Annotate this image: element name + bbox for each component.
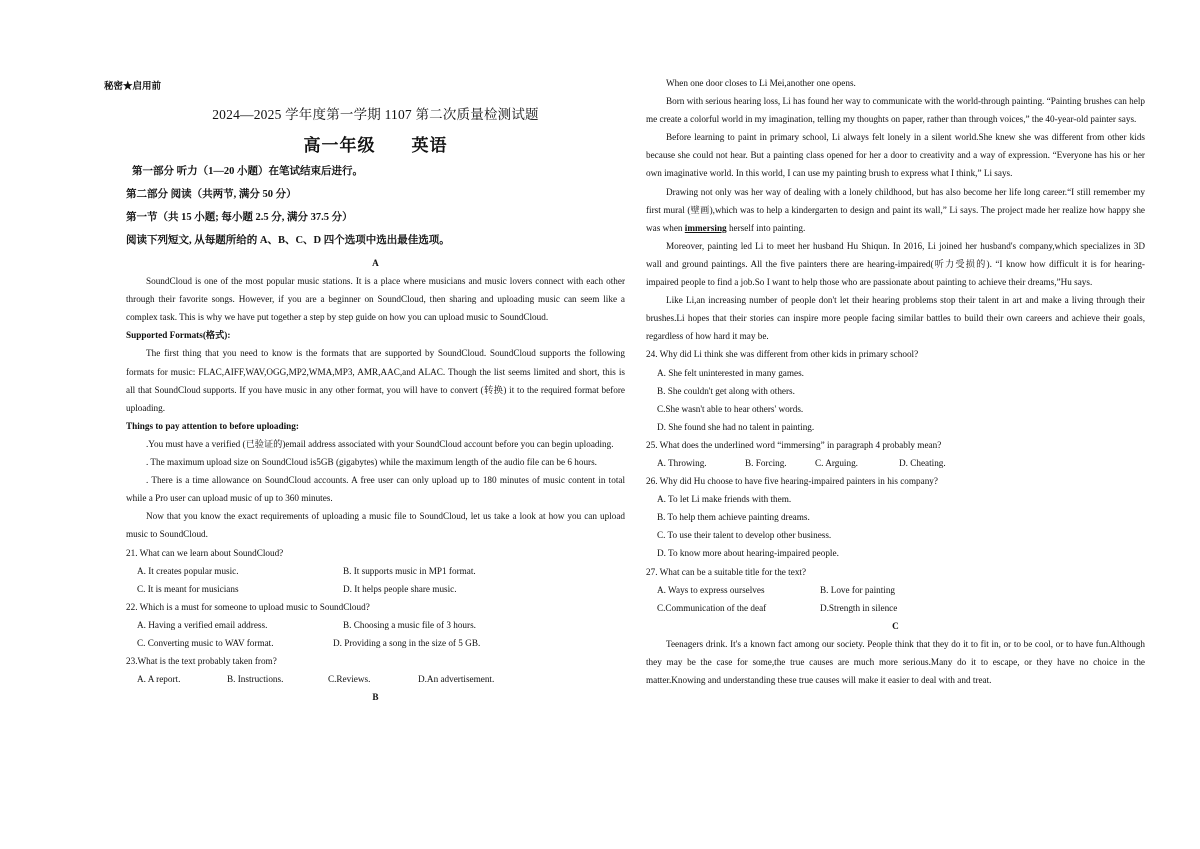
passage-b-paragraph: Like Li,an increasing number of people don't let their hearing problems stop their talent in art and make a living through their brushes.Li hopes that their stories can inspire more people facing similar battles to build their own careers and achieve their goals, regardless of how hard it may be.	[646, 295, 1145, 342]
question-stem: 27. What can be a suitable title for the text?	[646, 566, 807, 577]
option-d: D.An advertisement.	[418, 674, 495, 685]
passage-a-paragraph: The first thing that you need to know is the formats that are supported by SoundCloud. SoundCloud supports the following formats for music: FLAC,AIFF,WAV,OGG,MP2,WMA,MP3, AMR,AAC,and ALAC. Though the list seems limited and short, this is all that SoundCloud supports. If you have music in any other format, you will have to convert (转换) it to the required format before uploading.	[126, 348, 625, 413]
passage-c-label: C	[892, 620, 899, 631]
option-d: D. To know more about hearing-impaired people.	[657, 548, 839, 559]
option-b: B. To help them achieve painting dreams.	[657, 512, 810, 523]
question-26	[646, 472, 1145, 562]
question-stem: 21. What can we learn about SoundCloud?	[126, 547, 284, 558]
question-25	[646, 436, 1145, 472]
option-c: C.Communication of the deaf	[657, 602, 767, 613]
option-a: A. She felt uninterested in many games.	[657, 367, 804, 378]
passage-b-paragraph: Before learning to paint in primary school, Li always felt lonely in a silent world.She knew she was different from other kids because she could not hear. But a painting class opened for her a door to creativity and a way of expression. “Everyone has his or her own imaginative world. In this world, I can use my painting brush to express what I think,” Li says.	[646, 132, 1145, 179]
passage-a-label: A	[372, 258, 379, 268]
option-a: A. Having a verified email address.	[137, 619, 268, 630]
passage-a-subheading: Things to pay attention to before uploading:	[126, 420, 299, 431]
exam-subtitle: 高一年级 英语	[303, 136, 448, 155]
passage-a-paragraph: Now that you know the exact requirements of uploading a music file to SoundCloud, let us take a look at how you can upload music to SoundCloud.	[126, 511, 625, 540]
section1-heading: 第一节（共 15 小题; 每小题 2.5 分, 满分 37.5 分）	[126, 212, 353, 223]
option-row	[126, 670, 625, 688]
question-24	[646, 345, 1145, 435]
passage-a-paragraph: SoundCloud is one of the most popular music stations. It is a place where musicians and music lovers connect with each other through their favorite songs. However, if you are a beginner on SoundCloud, then sharing and uploading music can seem like a complex task. This is why we have put together a step by step guide on how you can upload music to SoundCloud.	[126, 276, 625, 323]
option-d: D. It helps people share music.	[343, 583, 457, 594]
option-c: C.She wasn't able to hear others' words.	[657, 403, 804, 414]
option-a: A. Throwing.	[657, 457, 707, 468]
paragraph-text: herself into painting.	[726, 222, 806, 233]
question-23	[126, 652, 625, 688]
option-b: B. Choosing a music file of 3 hours.	[343, 619, 476, 630]
option-d: D.Strength in silence	[820, 602, 898, 613]
question-stem: 23.What is the text probably taken from?	[126, 656, 277, 667]
option-row	[646, 599, 1145, 617]
option-a: A. It creates popular music.	[137, 565, 239, 576]
option-c: C.Reviews.	[328, 674, 371, 685]
passage-b-paragraph	[646, 183, 1145, 237]
question-22	[126, 598, 625, 652]
part1-heading: 第一部分 听力（1—20 小题）在笔试结束后进行。	[132, 166, 363, 177]
passage-c-paragraph: Teenagers drink. It's a known fact among our society. People think that they do it to fit in, or to be cool, or to have fun.Although they may be the case for some,the true causes are much more serious.Many do it to escape, or they have no choice in the matter.Knowing and understanding these true causes will make it easier to deal with and treat.	[646, 638, 1145, 686]
option-d: D. Providing a song in the size of 5 GB.	[333, 637, 481, 648]
option-row	[646, 581, 1145, 599]
right-column	[646, 74, 1145, 689]
option-a: A. To let Li make friends with them.	[657, 494, 792, 505]
option-row	[126, 616, 625, 634]
passage-a-subheading: Supported Formats(格式):	[126, 330, 231, 341]
question-21	[126, 544, 625, 598]
paragraph-text: Drawing not only was her way of dealing with a lonely childhood, but has also become her life long career.“I still remember my first mural (壁画),which was to help a kindergarten to design and paint its wall,” Li says. The project made her realize how happy she was when	[646, 186, 1145, 233]
part2-heading: 第二部分 阅读（共两节, 满分 50 分）	[126, 189, 297, 200]
option-d: D. She found she had no talent in painting.	[657, 421, 815, 432]
question-stem: 22. Which is a must for someone to upload music to SoundCloud?	[126, 601, 370, 612]
exam-title: 2024—2025 学年度第一学期 1107 第二次质量检测试题	[212, 107, 539, 122]
confidential-label: 秘密★启用前	[104, 82, 162, 92]
passage-b-paragraph: Moreover, painting led Li to meet her husband Hu Shiqun. In 2016, Li joined her husband's company,which specializes in 3D wall and ground paintings. All the five painters there are hearing-impaired(听力受损的). “I know how difficult it is for hearing-impaired people to find a job.So I want to help those who are passionate about painting to achieve their dreams,”Hu says.	[646, 240, 1145, 288]
passage-a-bullet: .You must have a verified (已验证的)email address associated with your SoundCloud account before you can begin uploading.	[146, 438, 614, 449]
option-b: B. It supports music in MP1 format.	[343, 565, 476, 576]
passage-b-title: When one door closes to Li Mei,another one opens.	[666, 78, 856, 88]
option-row	[126, 562, 625, 580]
question-stem: 24. Why did Li think she was different from other kids in primary school?	[646, 349, 919, 360]
option-b: B. Forcing.	[745, 457, 787, 468]
option-c: C. Converting music to WAV format.	[137, 637, 274, 648]
option-b: B. She couldn't get along with others.	[657, 385, 795, 396]
option-a: A. Ways to express ourselves	[657, 584, 765, 595]
option-d: D. Cheating.	[899, 457, 946, 468]
underlined-word: immersing	[684, 222, 727, 233]
option-c: C. Arguing.	[815, 457, 858, 468]
option-row	[126, 634, 625, 652]
instruction: 阅读下列短文, 从每题所给的 A、B、C、D 四个选项中选出最佳选项。	[126, 235, 450, 246]
passage-b-paragraph: Born with serious hearing loss, Li has found her way to communicate with the world-through painting. “Painting brushes can help me create a colorful world in my imagination, telling my thoughts on paper, rather than through voices,” the 40-year-old painter says.	[646, 96, 1145, 125]
passage-a-bullet: . The maximum upload size on SoundCloud is5GB (gigabytes) while the maximum length of the audio file can be 6 hours.	[146, 457, 597, 468]
option-c: C. It is meant for musicians	[137, 583, 239, 594]
question-stem: 25. What does the underlined word “immersing” in paragraph 4 probably mean?	[646, 439, 942, 450]
option-row	[646, 454, 1145, 472]
option-row	[126, 580, 625, 598]
option-b: B. Instructions.	[227, 674, 284, 685]
question-27	[646, 563, 1145, 617]
question-stem: 26. Why did Hu choose to have five hearing-impaired painters in his company?	[646, 476, 938, 487]
option-c: C. To use their talent to develop other business.	[657, 530, 832, 541]
passage-b-label: B	[372, 692, 379, 703]
passage-a-bullet: . There is a time allowance on SoundCloud accounts. A free user can only upload up to 180 minutes of music content in total while a Pro user can upload music of up to 360 minutes.	[126, 475, 625, 504]
option-b: B. Love for painting	[820, 584, 896, 595]
left-column	[126, 160, 625, 706]
option-a: A. A report.	[137, 674, 181, 685]
